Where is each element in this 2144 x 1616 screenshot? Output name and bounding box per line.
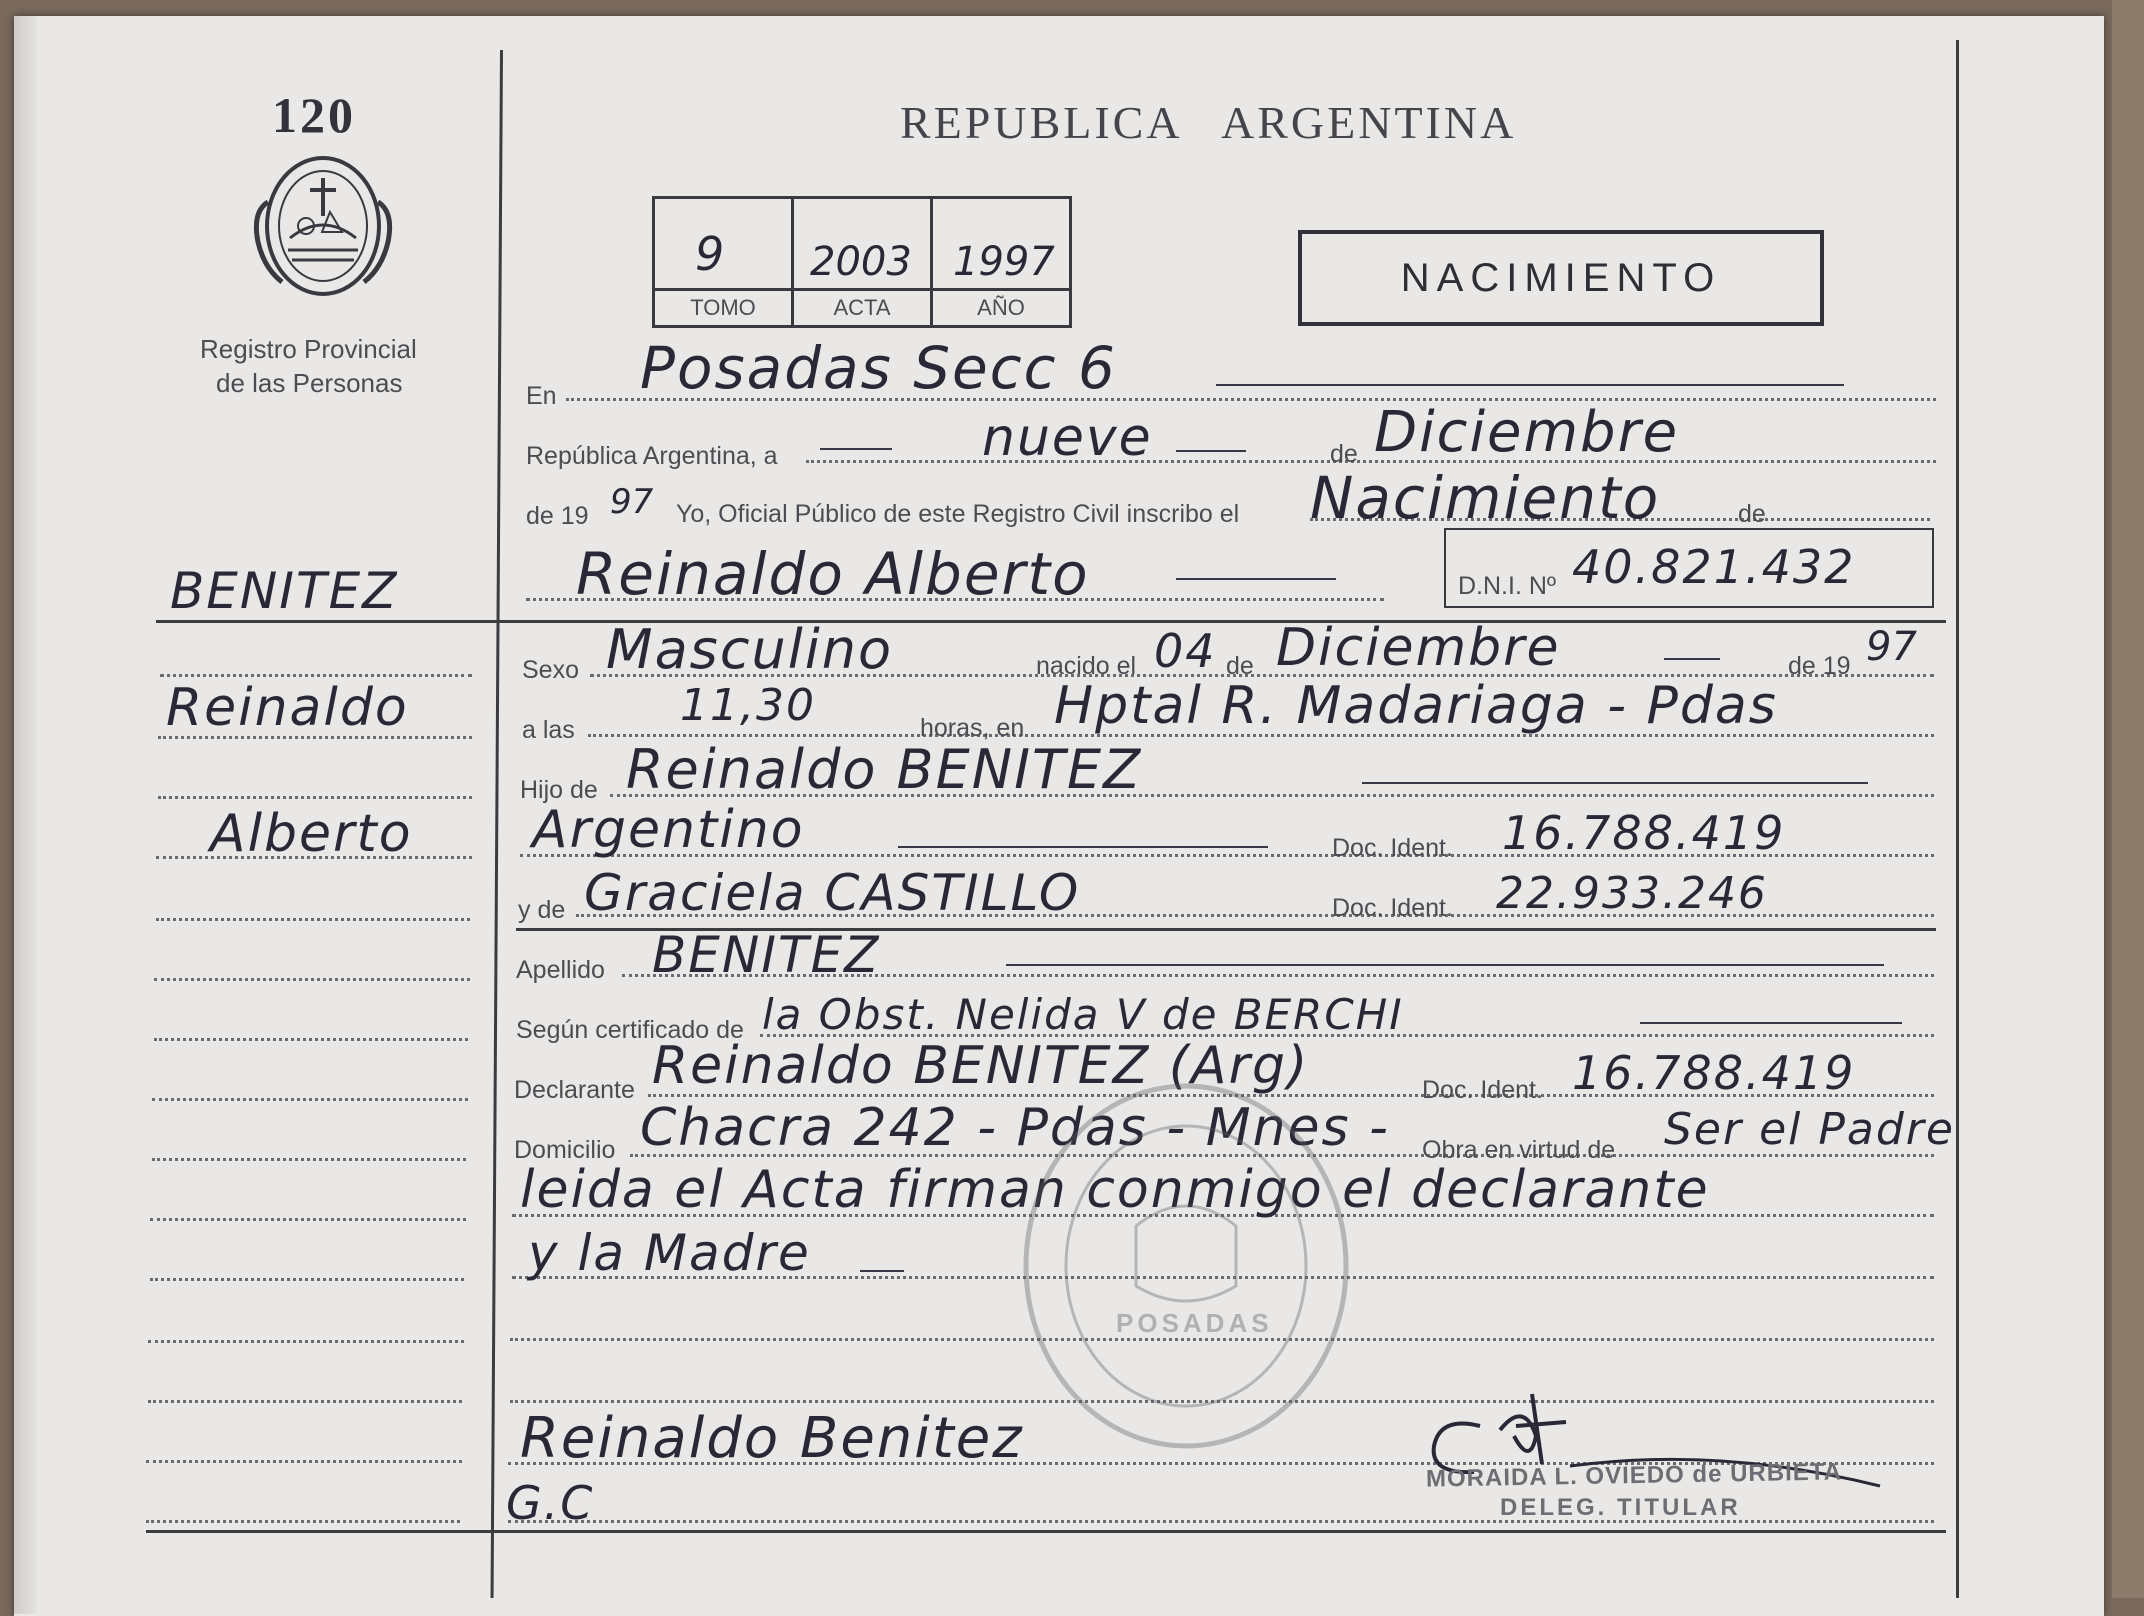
margin-line xyxy=(150,1218,466,1221)
de-label-3: de xyxy=(1226,652,1254,680)
margin-line xyxy=(152,1158,466,1161)
margin-line xyxy=(154,1038,468,1041)
mother-doc: 22.933.246 xyxy=(1496,868,1768,919)
margin-line xyxy=(146,1460,462,1463)
de-label-2: de xyxy=(1738,500,1766,528)
domicilio-label: Domicilio xyxy=(514,1136,616,1164)
name-value: Reinaldo Alberto xyxy=(576,540,1090,608)
sexo-value: Masculino xyxy=(606,618,893,681)
nat-dash xyxy=(898,846,1268,848)
mother-value: Graciela CASTILLO xyxy=(584,864,1081,922)
margin-line xyxy=(158,796,472,799)
margin-name-1: Reinaldo xyxy=(166,678,409,738)
doc-ident-label-3: Doc. Ident. xyxy=(1422,1076,1543,1104)
text-line-2-value: y la Madre xyxy=(528,1224,811,1282)
month-value: Diciembre xyxy=(1374,400,1680,465)
margin-surname: BENITEZ xyxy=(170,562,399,620)
yde-label: y de xyxy=(518,896,566,924)
birth-year-prefix: de 19 xyxy=(1788,652,1851,680)
apellido-dash xyxy=(1006,964,1884,966)
margin-line xyxy=(152,1098,468,1101)
apellido-value: BENITEZ xyxy=(652,926,881,984)
day-dash2 xyxy=(1176,450,1246,452)
tomo-cell xyxy=(655,199,794,325)
segun-value: la Obst. Nelida V de BERCHI xyxy=(762,990,1404,1039)
book-edge xyxy=(2112,0,2144,1598)
country-title: REPUBLICA ARGENTINA xyxy=(900,97,1517,148)
en-dash xyxy=(1216,384,1844,386)
ano-value: 1997 xyxy=(953,239,1055,285)
province-seal-icon xyxy=(248,142,398,304)
official-stamp-title: DELEG. TITULAR xyxy=(1500,1494,1741,1521)
text-dash xyxy=(860,1270,904,1272)
doc-type-label: NACIMIENTO xyxy=(1400,255,1722,300)
birth-day: 04 xyxy=(1154,624,1217,678)
header-rule xyxy=(156,620,1946,623)
day-dash xyxy=(820,448,892,450)
acta-label: ACTA xyxy=(794,288,930,325)
dni-value: 40.821.432 xyxy=(1572,540,1856,594)
en-value: Posadas Secc 6 xyxy=(640,334,1117,402)
margin-line xyxy=(154,978,470,981)
domicilio-value: Chacra 242 - Pdas - Mnes - xyxy=(640,1098,1390,1158)
birth-year: 97 xyxy=(1866,624,1917,670)
text-line-1-value: leida el Acta firman conmigo el declarante xyxy=(520,1160,1710,1220)
de-label: de xyxy=(1330,440,1358,468)
segun-label: Según certificado de xyxy=(516,1016,744,1044)
footer-rule xyxy=(146,1530,1946,1533)
day-value: nueve xyxy=(982,408,1153,468)
margin-line xyxy=(148,1400,462,1403)
margin-line xyxy=(156,856,472,859)
month-dash xyxy=(1664,658,1720,660)
doc-ident-label-2: Doc. Ident. xyxy=(1332,894,1453,922)
margin-line xyxy=(156,918,470,921)
margin-line xyxy=(150,1278,464,1281)
official-text: Yo, Oficial Público de este Registro Civil inscribo el xyxy=(676,500,1240,528)
sexo-label: Sexo xyxy=(522,656,579,684)
name-dash xyxy=(1176,578,1336,580)
stamp-city: POSADAS xyxy=(1116,1308,1273,1338)
registry-title-line1: Registro Provincial xyxy=(200,334,417,364)
doc-ident-label-1: Doc. Ident. xyxy=(1332,834,1453,862)
republica-line xyxy=(806,460,1936,463)
father-doc: 16.788.419 xyxy=(1502,806,1786,860)
inscribe-value: Nacimiento xyxy=(1310,464,1661,532)
nacido-label: nacido el xyxy=(1036,652,1137,680)
hijo-label: Hijo de xyxy=(520,776,598,804)
acta-value: 2003 xyxy=(810,239,912,285)
year-prefix: de 19 xyxy=(526,502,589,530)
margin-line xyxy=(148,1340,464,1343)
a-las-label: a las xyxy=(522,716,575,744)
republica-label: República Argentina, a xyxy=(526,442,778,470)
father-dash xyxy=(1362,782,1868,784)
page-number: 120 xyxy=(272,87,356,143)
place-value: Hptal R. Madariaga - Pdas xyxy=(1054,676,1778,736)
horas-label: horas, en xyxy=(920,714,1025,742)
margin-name-2: Alberto xyxy=(210,804,413,864)
official-stamp-name: MORAIDA L. OVIEDO de URBIETA xyxy=(1425,1458,1843,1493)
right-border xyxy=(1956,40,1959,1598)
ano-cell xyxy=(933,199,1069,325)
apellido-label: Apellido xyxy=(516,956,605,984)
tomo-value: 9 xyxy=(695,227,727,281)
margin-line xyxy=(158,736,472,739)
signature-declarant: Reinaldo Benitez xyxy=(520,1406,1024,1471)
record-box xyxy=(652,196,1072,328)
ano-label: AÑO xyxy=(933,288,1069,325)
declarante-label: Declarante xyxy=(514,1076,635,1104)
hour-value: 11,30 xyxy=(680,680,816,731)
en-label: En xyxy=(526,382,557,410)
margin-line xyxy=(146,1520,460,1523)
signature-initials: G.C xyxy=(506,1476,595,1530)
tomo-label: TOMO xyxy=(655,288,791,325)
declarante-value: Reinaldo BENITEZ (Arg) xyxy=(652,1036,1310,1096)
father-nat: Argentino xyxy=(532,800,805,860)
margin-line xyxy=(160,674,472,677)
registry-stamp xyxy=(1016,1076,1356,1456)
segun-dash xyxy=(1640,1022,1902,1024)
acta-cell xyxy=(794,199,933,325)
obra-value: Ser el Padre xyxy=(1664,1104,1955,1155)
registry-title-line2: de las Personas xyxy=(216,368,403,398)
father-value: Reinaldo BENITEZ xyxy=(626,738,1143,801)
binding-edge xyxy=(14,16,36,1614)
declarante-doc: 16.788.419 xyxy=(1572,1046,1856,1100)
dni-label: D.N.I. Nº xyxy=(1458,572,1557,600)
obra-label: Obra en virtud de xyxy=(1422,1136,1616,1164)
doc-type-box xyxy=(1298,230,1824,326)
birth-month: Diciembre xyxy=(1276,618,1561,678)
year-value: 97 xyxy=(610,482,654,522)
